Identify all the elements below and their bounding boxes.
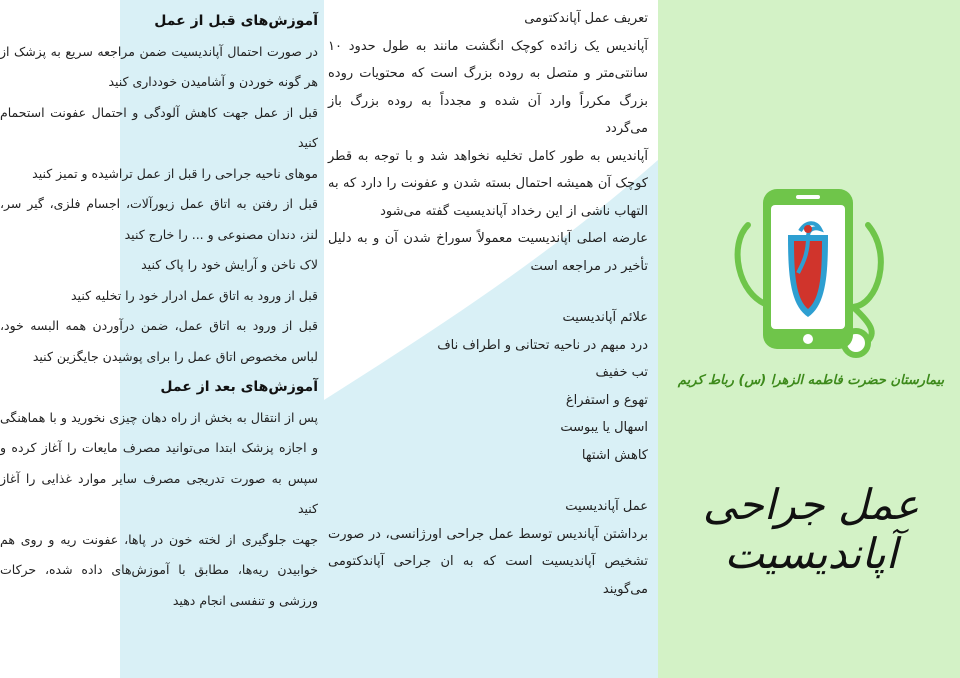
after-surgery-heading: آموزش‌های بعد از عمل [160,379,318,395]
surgery-heading: عمل آپاندیسیت [565,499,648,514]
definition-paragraph: آپاندیس یک زائده کوچک انگشت مانند به طول حدود ۱۰ سانتی‌متر و متصل به روده بزرگ است که محتویات روده بزرگ مکرراً وارد آن شده و مجدداً به روده بزرگ باز می‌گردد [328,38,648,136]
before-item: قبل از عمل جهت کاهش آلودگی و احتمال عفونت استحمام کنید [0,104,318,150]
middle-panel [324,0,658,678]
symptom-item: کاهش اشتها [581,447,648,463]
before-item: قبل از ورود به اتاق عمل ادرار خود را تخلیه کنید [71,287,318,303]
definition-paragraph: آپاندیس به طور کامل تخلیه نخواهد شد و با توجه به قطر کوچک آن همیشه احتمال بسته شدن و عفونت را دارد که به التهاب ناشی از این رخداد آپاندیسیت گفته می‌شود [328,148,648,219]
definition-paragraph: عارضه اصلی آپاندیسیت معمولاً سوراخ شدن آن و به دلیل تأخیر در مراجعه است [328,231,648,274]
after-item: جهت جلوگیری از لخته خون در پاها، عفونت ریه و روی هم خوابیدن ریه‌ها، مطابق با آموزش‌های داده شده، حرکات ورزشی و تنفسی انجام دهید [0,531,318,608]
before-surgery-heading: آموزش‌های قبل از عمل [154,13,318,29]
symptom-item: تب خفیف [595,365,648,380]
symptom-item: درد مبهم در ناحیه تحتانی و اطراف ناف [437,337,648,353]
left-panel [0,0,324,678]
surgery-paragraph: برداشتن آپاندیس توسط عمل جراحی اورژانسی، در صورت تشخیص آپاندیسیت است که به ان جراحی آپاندکتومی می‌گویند [328,526,648,597]
hospital-name: بیمارستان حضرت فاطمه الزهرا (س) رباط کریم [677,373,945,388]
before-item: موهای ناحیه جراحی را قبل از عمل تراشیده و تمیز کنید [32,165,318,181]
after-item: پس از انتقال به بخش از راه دهان چیزی نخورید و با هماهنگی و اجازه پزشک ابتدا می‌توانید مصرف مایعات را آغاز کرده و سپس به صورت تدریجی مصرف سایر موارد غذایی را آغاز کنید [0,409,318,516]
before-item: لاک ناخن و آرایش خود را پاک کنید [141,257,318,272]
preop-postop-section [0,6,318,616]
before-item: قبل از رفتن به اتاق عمل زیورآلات، اجسام فلزی، گیر سر، لنز، دندان مصنوعی و ... را خارج کنید [0,196,318,242]
symptom-item: تهوع و استفراغ [565,392,648,408]
symptoms-heading: علائم آپاندیسیت [562,310,648,325]
definition-heading: تعریف عمل آپاندکتومی [524,11,648,26]
cover-panel [658,0,960,678]
symptom-item: اسهال یا یبوست [560,420,648,435]
appendectomy-info-section [328,5,648,603]
before-item: در صورت احتمال آپاندیسیت ضمن مراجعه سریع به پزشک از هر گونه خوردن و آشامیدن خودداری کنید [0,43,318,89]
phone-stethoscope-icon [728,185,898,360]
brochure-title: عمل جراحی آپاندیسیت [702,480,920,578]
before-item: قبل از ورود به اتاق عمل، ضمن درآوردن همه البسه خود، لباس مخصوص اتاق عمل را برای پوشیدن جایگزین کنید [0,318,318,364]
